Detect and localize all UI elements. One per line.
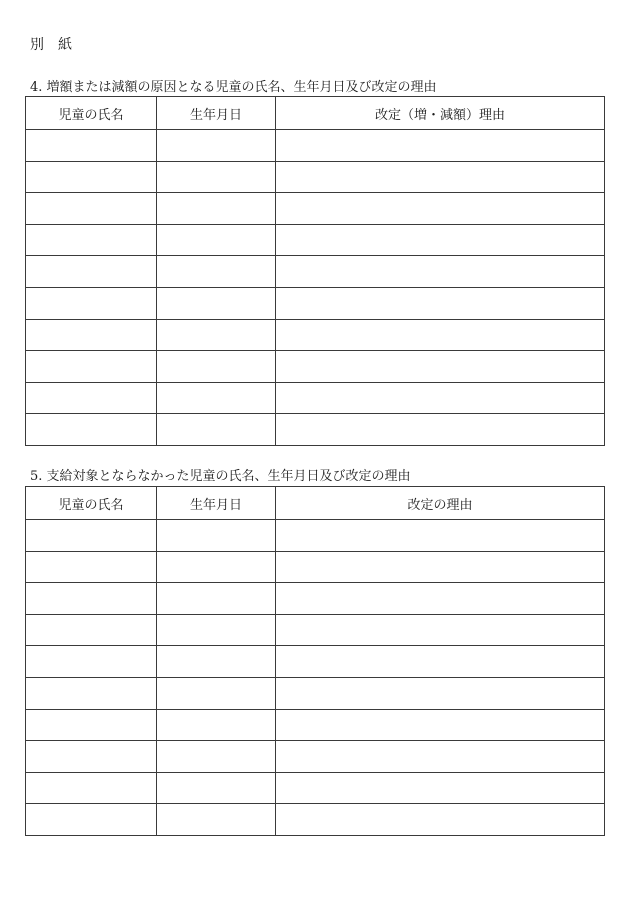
birthdate-cell[interactable] bbox=[157, 256, 276, 288]
table-row bbox=[26, 772, 605, 804]
birthdate-cell[interactable] bbox=[157, 351, 276, 383]
reason-cell[interactable] bbox=[276, 414, 605, 446]
header-reason: 改定の理由 bbox=[276, 487, 605, 520]
reason-cell[interactable] bbox=[276, 287, 605, 319]
table-row bbox=[26, 161, 605, 193]
child-name-cell[interactable] bbox=[26, 614, 157, 646]
child-name-cell[interactable] bbox=[26, 287, 157, 319]
child-name-cell[interactable] bbox=[26, 382, 157, 414]
reason-cell[interactable] bbox=[276, 583, 605, 615]
reason-cell[interactable] bbox=[276, 256, 605, 288]
header-birthdate: 生年月日 bbox=[157, 97, 276, 130]
table-row bbox=[26, 414, 605, 446]
table-row bbox=[26, 319, 605, 351]
table-row bbox=[26, 551, 605, 583]
child-name-cell[interactable] bbox=[26, 319, 157, 351]
attachment-label: 別 紙 bbox=[30, 37, 72, 53]
table-header-row bbox=[26, 487, 605, 520]
table-row bbox=[26, 287, 605, 319]
section-5-table bbox=[25, 486, 605, 836]
child-name-cell[interactable] bbox=[26, 351, 157, 383]
birthdate-cell[interactable] bbox=[157, 709, 276, 741]
reason-cell[interactable] bbox=[276, 319, 605, 351]
reason-cell[interactable] bbox=[276, 130, 605, 162]
child-name-cell[interactable] bbox=[26, 414, 157, 446]
reason-cell[interactable] bbox=[276, 351, 605, 383]
birthdate-cell[interactable] bbox=[157, 804, 276, 836]
birthdate-cell[interactable] bbox=[157, 287, 276, 319]
table-row bbox=[26, 677, 605, 709]
table-row bbox=[26, 351, 605, 383]
birthdate-cell[interactable] bbox=[157, 520, 276, 552]
birthdate-cell[interactable] bbox=[157, 319, 276, 351]
birthdate-cell[interactable] bbox=[157, 583, 276, 615]
birthdate-cell[interactable] bbox=[157, 614, 276, 646]
birthdate-cell[interactable] bbox=[157, 382, 276, 414]
child-name-cell[interactable] bbox=[26, 677, 157, 709]
reason-cell[interactable] bbox=[276, 614, 605, 646]
reason-cell[interactable] bbox=[276, 804, 605, 836]
reason-cell[interactable] bbox=[276, 772, 605, 804]
reason-cell[interactable] bbox=[276, 741, 605, 773]
table-row bbox=[26, 741, 605, 773]
reason-cell[interactable] bbox=[276, 646, 605, 678]
reason-cell[interactable] bbox=[276, 520, 605, 552]
header-birthdate: 生年月日 bbox=[157, 487, 276, 520]
child-name-cell[interactable] bbox=[26, 256, 157, 288]
table-row bbox=[26, 193, 605, 225]
table-row bbox=[26, 130, 605, 162]
table-row bbox=[26, 614, 605, 646]
reason-cell[interactable] bbox=[276, 677, 605, 709]
birthdate-cell[interactable] bbox=[157, 741, 276, 773]
table-header-row bbox=[26, 97, 605, 130]
child-name-cell[interactable] bbox=[26, 520, 157, 552]
child-name-cell[interactable] bbox=[26, 224, 157, 256]
table-row bbox=[26, 804, 605, 836]
table-row bbox=[26, 256, 605, 288]
child-name-cell[interactable] bbox=[26, 772, 157, 804]
child-name-cell[interactable] bbox=[26, 161, 157, 193]
birthdate-cell[interactable] bbox=[157, 224, 276, 256]
birthdate-cell[interactable] bbox=[157, 414, 276, 446]
header-reason: 改定（増・減額）理由 bbox=[276, 97, 605, 130]
table-row bbox=[26, 224, 605, 256]
header-child-name: 児童の氏名 bbox=[26, 487, 157, 520]
child-name-cell[interactable] bbox=[26, 646, 157, 678]
child-name-cell[interactable] bbox=[26, 193, 157, 225]
reason-cell[interactable] bbox=[276, 193, 605, 225]
header-child-name: 児童の氏名 bbox=[26, 97, 157, 130]
reason-cell[interactable] bbox=[276, 551, 605, 583]
birthdate-cell[interactable] bbox=[157, 772, 276, 804]
child-name-cell[interactable] bbox=[26, 130, 157, 162]
birthdate-cell[interactable] bbox=[157, 677, 276, 709]
section-4-table bbox=[25, 96, 605, 446]
section-4-title: 4. 増額または減額の原因となる児童の氏名、生年月日及び改定の理由 bbox=[30, 80, 437, 95]
child-name-cell[interactable] bbox=[26, 551, 157, 583]
child-name-cell[interactable] bbox=[26, 583, 157, 615]
table-row bbox=[26, 709, 605, 741]
birthdate-cell[interactable] bbox=[157, 130, 276, 162]
reason-cell[interactable] bbox=[276, 382, 605, 414]
reason-cell[interactable] bbox=[276, 161, 605, 193]
child-name-cell[interactable] bbox=[26, 741, 157, 773]
table-row bbox=[26, 520, 605, 552]
birthdate-cell[interactable] bbox=[157, 193, 276, 225]
birthdate-cell[interactable] bbox=[157, 646, 276, 678]
birthdate-cell[interactable] bbox=[157, 551, 276, 583]
birthdate-cell[interactable] bbox=[157, 161, 276, 193]
reason-cell[interactable] bbox=[276, 224, 605, 256]
section-5-title: 5. 支給対象とならなかった児童の氏名、生年月日及び改定の理由 bbox=[30, 469, 411, 484]
table-row bbox=[26, 382, 605, 414]
table-row bbox=[26, 646, 605, 678]
table-row bbox=[26, 583, 605, 615]
child-name-cell[interactable] bbox=[26, 804, 157, 836]
reason-cell[interactable] bbox=[276, 709, 605, 741]
child-name-cell[interactable] bbox=[26, 709, 157, 741]
